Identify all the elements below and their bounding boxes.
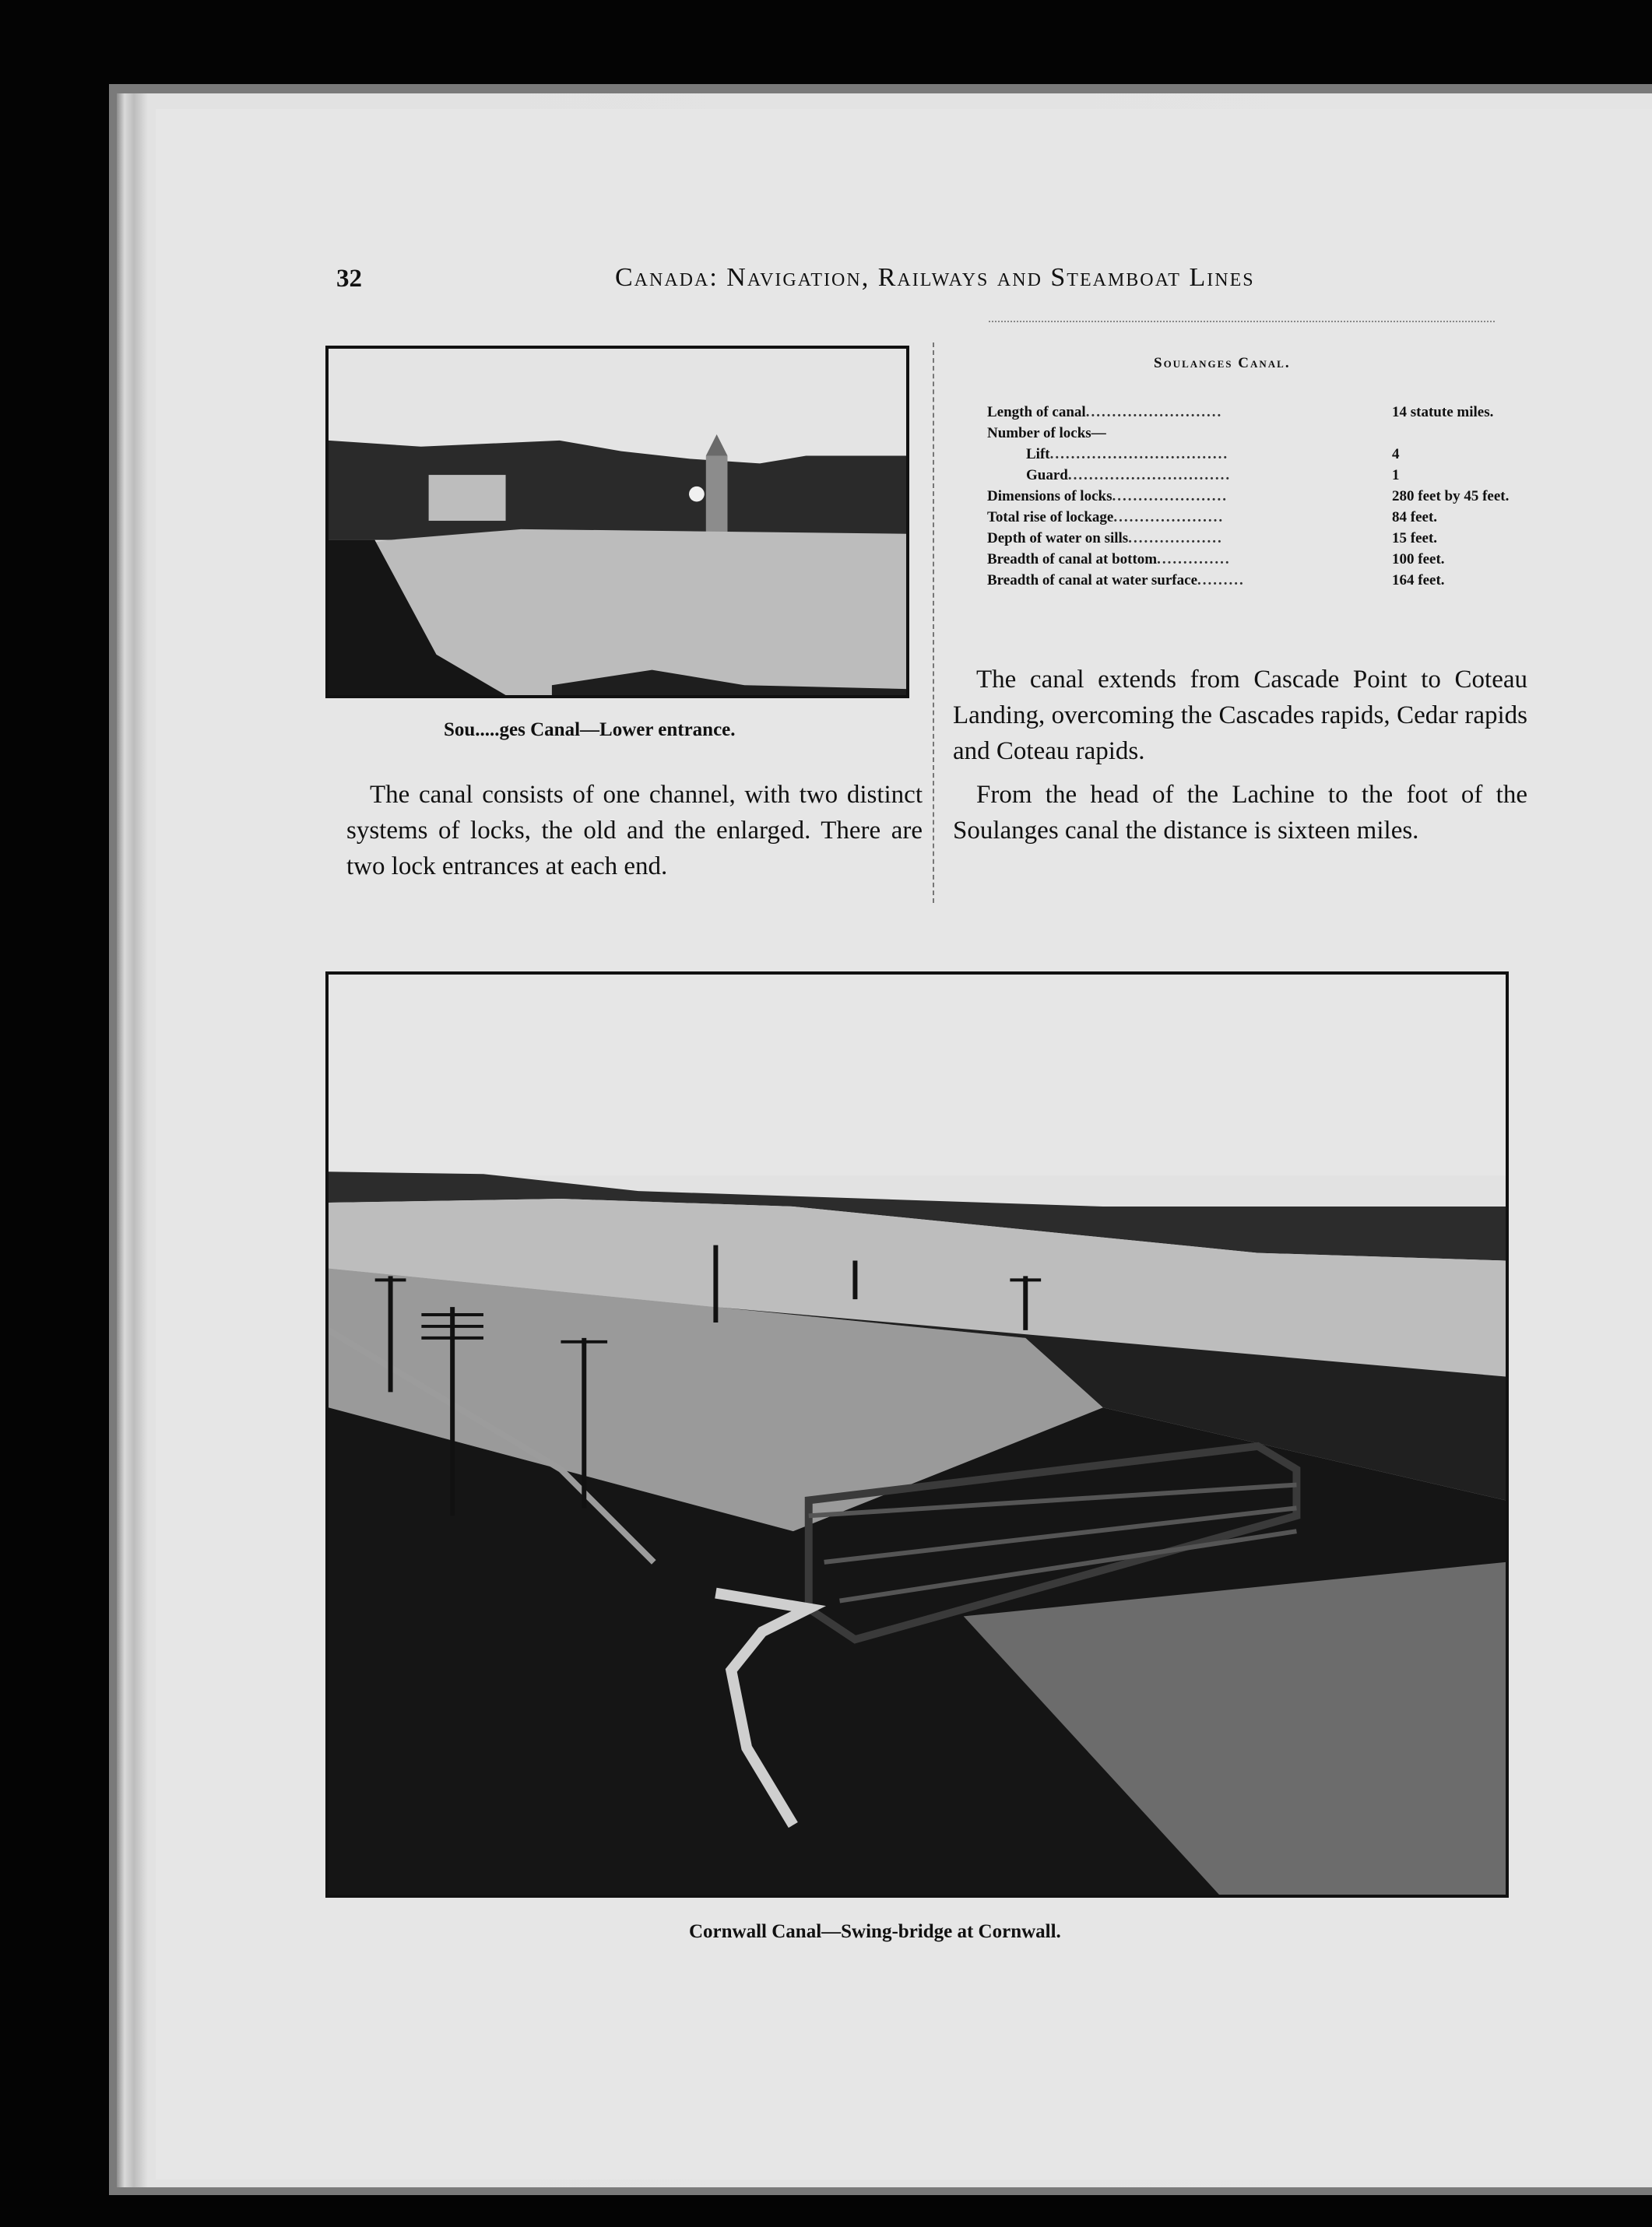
- table-row: [987, 421, 1517, 442]
- table-row: [987, 568, 1517, 589]
- column-divider: [933, 342, 934, 903]
- row-label: Dimensions of locks: [987, 488, 1112, 504]
- dot-leader: ..........................: [1085, 404, 1223, 420]
- table-row: [987, 505, 1517, 526]
- row-value: 280 feet by 45 feet.: [1392, 488, 1510, 504]
- running-title: Canada: Navigation, Railways and Steamboat Lines: [615, 263, 1255, 292]
- paragraph-text: The canal consists of one channel, with two distinct systems of locks, the old and the enlarged. There are two lock entrances at each end.: [346, 781, 923, 880]
- paragraph-channel: [346, 777, 923, 884]
- soulanges-canal-photo: [325, 346, 909, 698]
- row-label: Depth of water on sills: [987, 530, 1129, 546]
- table-row: [987, 547, 1517, 568]
- dot-leader: .........: [1197, 572, 1245, 588]
- row-label: Guard: [1026, 467, 1068, 483]
- row-label: Total rise of lockage: [987, 509, 1114, 525]
- row-value: 1: [1392, 467, 1400, 483]
- page-number: 32: [336, 265, 362, 293]
- row-label: Breadth of canal at water surface: [987, 572, 1197, 588]
- table-title: Soulanges Canal.: [1154, 355, 1291, 371]
- row-value: 14 statute miles.: [1392, 404, 1494, 420]
- header-rule: [989, 321, 1495, 322]
- row-label: Length of canal: [987, 404, 1086, 420]
- row-label: Lift: [1026, 446, 1050, 462]
- soulanges-canal-table: [987, 400, 1517, 589]
- row-value: 15 feet.: [1392, 530, 1438, 546]
- table-row: [987, 463, 1517, 484]
- paragraph-distance: [953, 777, 1527, 848]
- paragraph-text: From the head of the Lachine to the foot of the Soulanges canal the distance is sixteen miles.: [953, 781, 1527, 845]
- table-row: [987, 526, 1517, 547]
- row-label: Number of locks—: [987, 425, 1106, 441]
- dot-leader: .....................: [1113, 509, 1225, 525]
- top-photo-caption: Sou.....ges Canal—Lower entrance.: [444, 719, 736, 740]
- table-row: [987, 484, 1517, 505]
- paragraph-canal-extent: [953, 662, 1527, 769]
- table-row: [987, 442, 1517, 463]
- table-row: [987, 400, 1517, 421]
- row-value: 84 feet.: [1392, 509, 1438, 525]
- dot-leader: ......................: [1112, 488, 1228, 504]
- dot-leader: ..................................: [1049, 446, 1229, 462]
- row-value: [1384, 421, 1517, 442]
- dot-leader: ..................: [1128, 530, 1223, 546]
- dot-leader: ...............................: [1067, 467, 1232, 483]
- row-value: 4: [1392, 446, 1400, 462]
- cornwall-swing-bridge-photo: [325, 971, 1509, 1898]
- row-label: Breadth of canal at bottom: [987, 551, 1158, 567]
- row-value: 100 feet.: [1392, 551, 1445, 567]
- big-photo-caption: Cornwall Canal—Swing-bridge at Cornwall.: [689, 1921, 1061, 1942]
- dot-leader: ..............: [1157, 551, 1231, 567]
- paragraph-text: The canal extends from Cascade Point to Coteau Landing, overcoming the Cascades rapids, Cedar rapids and Coteau rapids.: [953, 666, 1527, 765]
- row-value: 164 feet.: [1392, 572, 1445, 588]
